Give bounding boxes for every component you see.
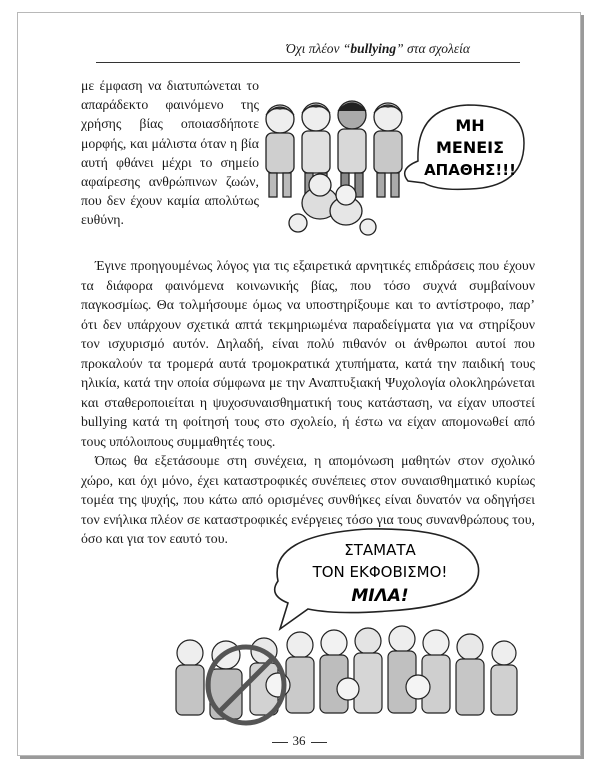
page-number: 36 xyxy=(292,733,306,748)
children-illustration-bottom xyxy=(168,525,528,735)
body-text xyxy=(81,256,535,549)
bubble2-line1: ΣΤΑΜΑΤΑ xyxy=(344,541,416,559)
body-paragraph: Όπως θα εξετάσουμε στη συνέχεια, η απομόνωση μαθητών στον σχολικό χώρο, και όχι μόνο, έχει καταστροφικές συνέπειες στον συναισθηματικό κυρίως τομέα της ψυχής, που κάτω από ορισμένες συνθήκες είναι δυνατόν να οδηγήσει τον ενήλικα πλέον σε καταστροφικές ενέργειες τόσο για τους συνανθρώπους του, όσο και για τον εαυτό του. xyxy=(81,453,535,546)
running-header xyxy=(18,37,580,63)
intro-paragraph: με έμφαση να διατυπώνεται το απαράδεκτο φαινόμενο της χρήσης βίας οποιασδήποτε μορφής, και μάλιστα όταν η βία αυτή φθάνει μέχρι το σημείο αφαίρεσης ανθρώπινων ζωών, που δεν έχουν καμία απολύτως ευθύνη. xyxy=(81,78,259,228)
children-illustration-top xyxy=(258,99,528,249)
body-paragraph: Έγινε προηγουμένως λόγος για τις εξαιρετικά αρνητικές επιδράσεις που έχουν τα διάφορα φαινόμενα κοινωνικής βίας, που τόσο συχνά συμβαίνουν παγκοσμίως. Θα τολμήσουμε όμως να υποστηρίξουμε και το αντίστροφο, παρ’ ότι δεν υπάρχουν σχετικά απτά τεκμηριωμένα παραδείγματα για να στηρίξουν τον ισχυρισμό αυτόν. Δηλαδή, είναι πολύ πιθανόν οι άνθρωποι αυτοί που προκαλούν τα τρομερά αυτά τρομοκρατικά χτυπήματα, κατά την παιδική τους ηλικία, κατά την οποία σύμφωνα με την Αναπτυξιακή Ψυχολογία ολοκληρώνεται και σταθεροποιείται η ψυχοσυναισθηματική τους κατάσταση, να είχαν υποστεί bullying κατά τη φοίτησή τους στο σχολείο, ή έστω να είχαν απομονωθεί από τους υπόλοιπους συμμαθητές τους. xyxy=(81,258,535,449)
bubble2-line2: ΤΟΝ ΕΚΦΟΒΙΣΜΟ! xyxy=(312,563,448,581)
bubble2-line3: ΜΙΛΑ! xyxy=(351,586,409,606)
header-title: Όχι πλέον “bullying” στα σχολεία xyxy=(285,41,470,56)
header-rule xyxy=(96,62,520,63)
page-footer xyxy=(18,733,580,749)
bubble1-line3: ΑΠΑΘΗΣ!!! xyxy=(424,161,516,179)
bubble1-line1: ΜΗ xyxy=(455,116,485,135)
page-frame xyxy=(17,12,581,756)
bubble1-line2: ΜΕΝΕΙΣ xyxy=(435,138,505,157)
